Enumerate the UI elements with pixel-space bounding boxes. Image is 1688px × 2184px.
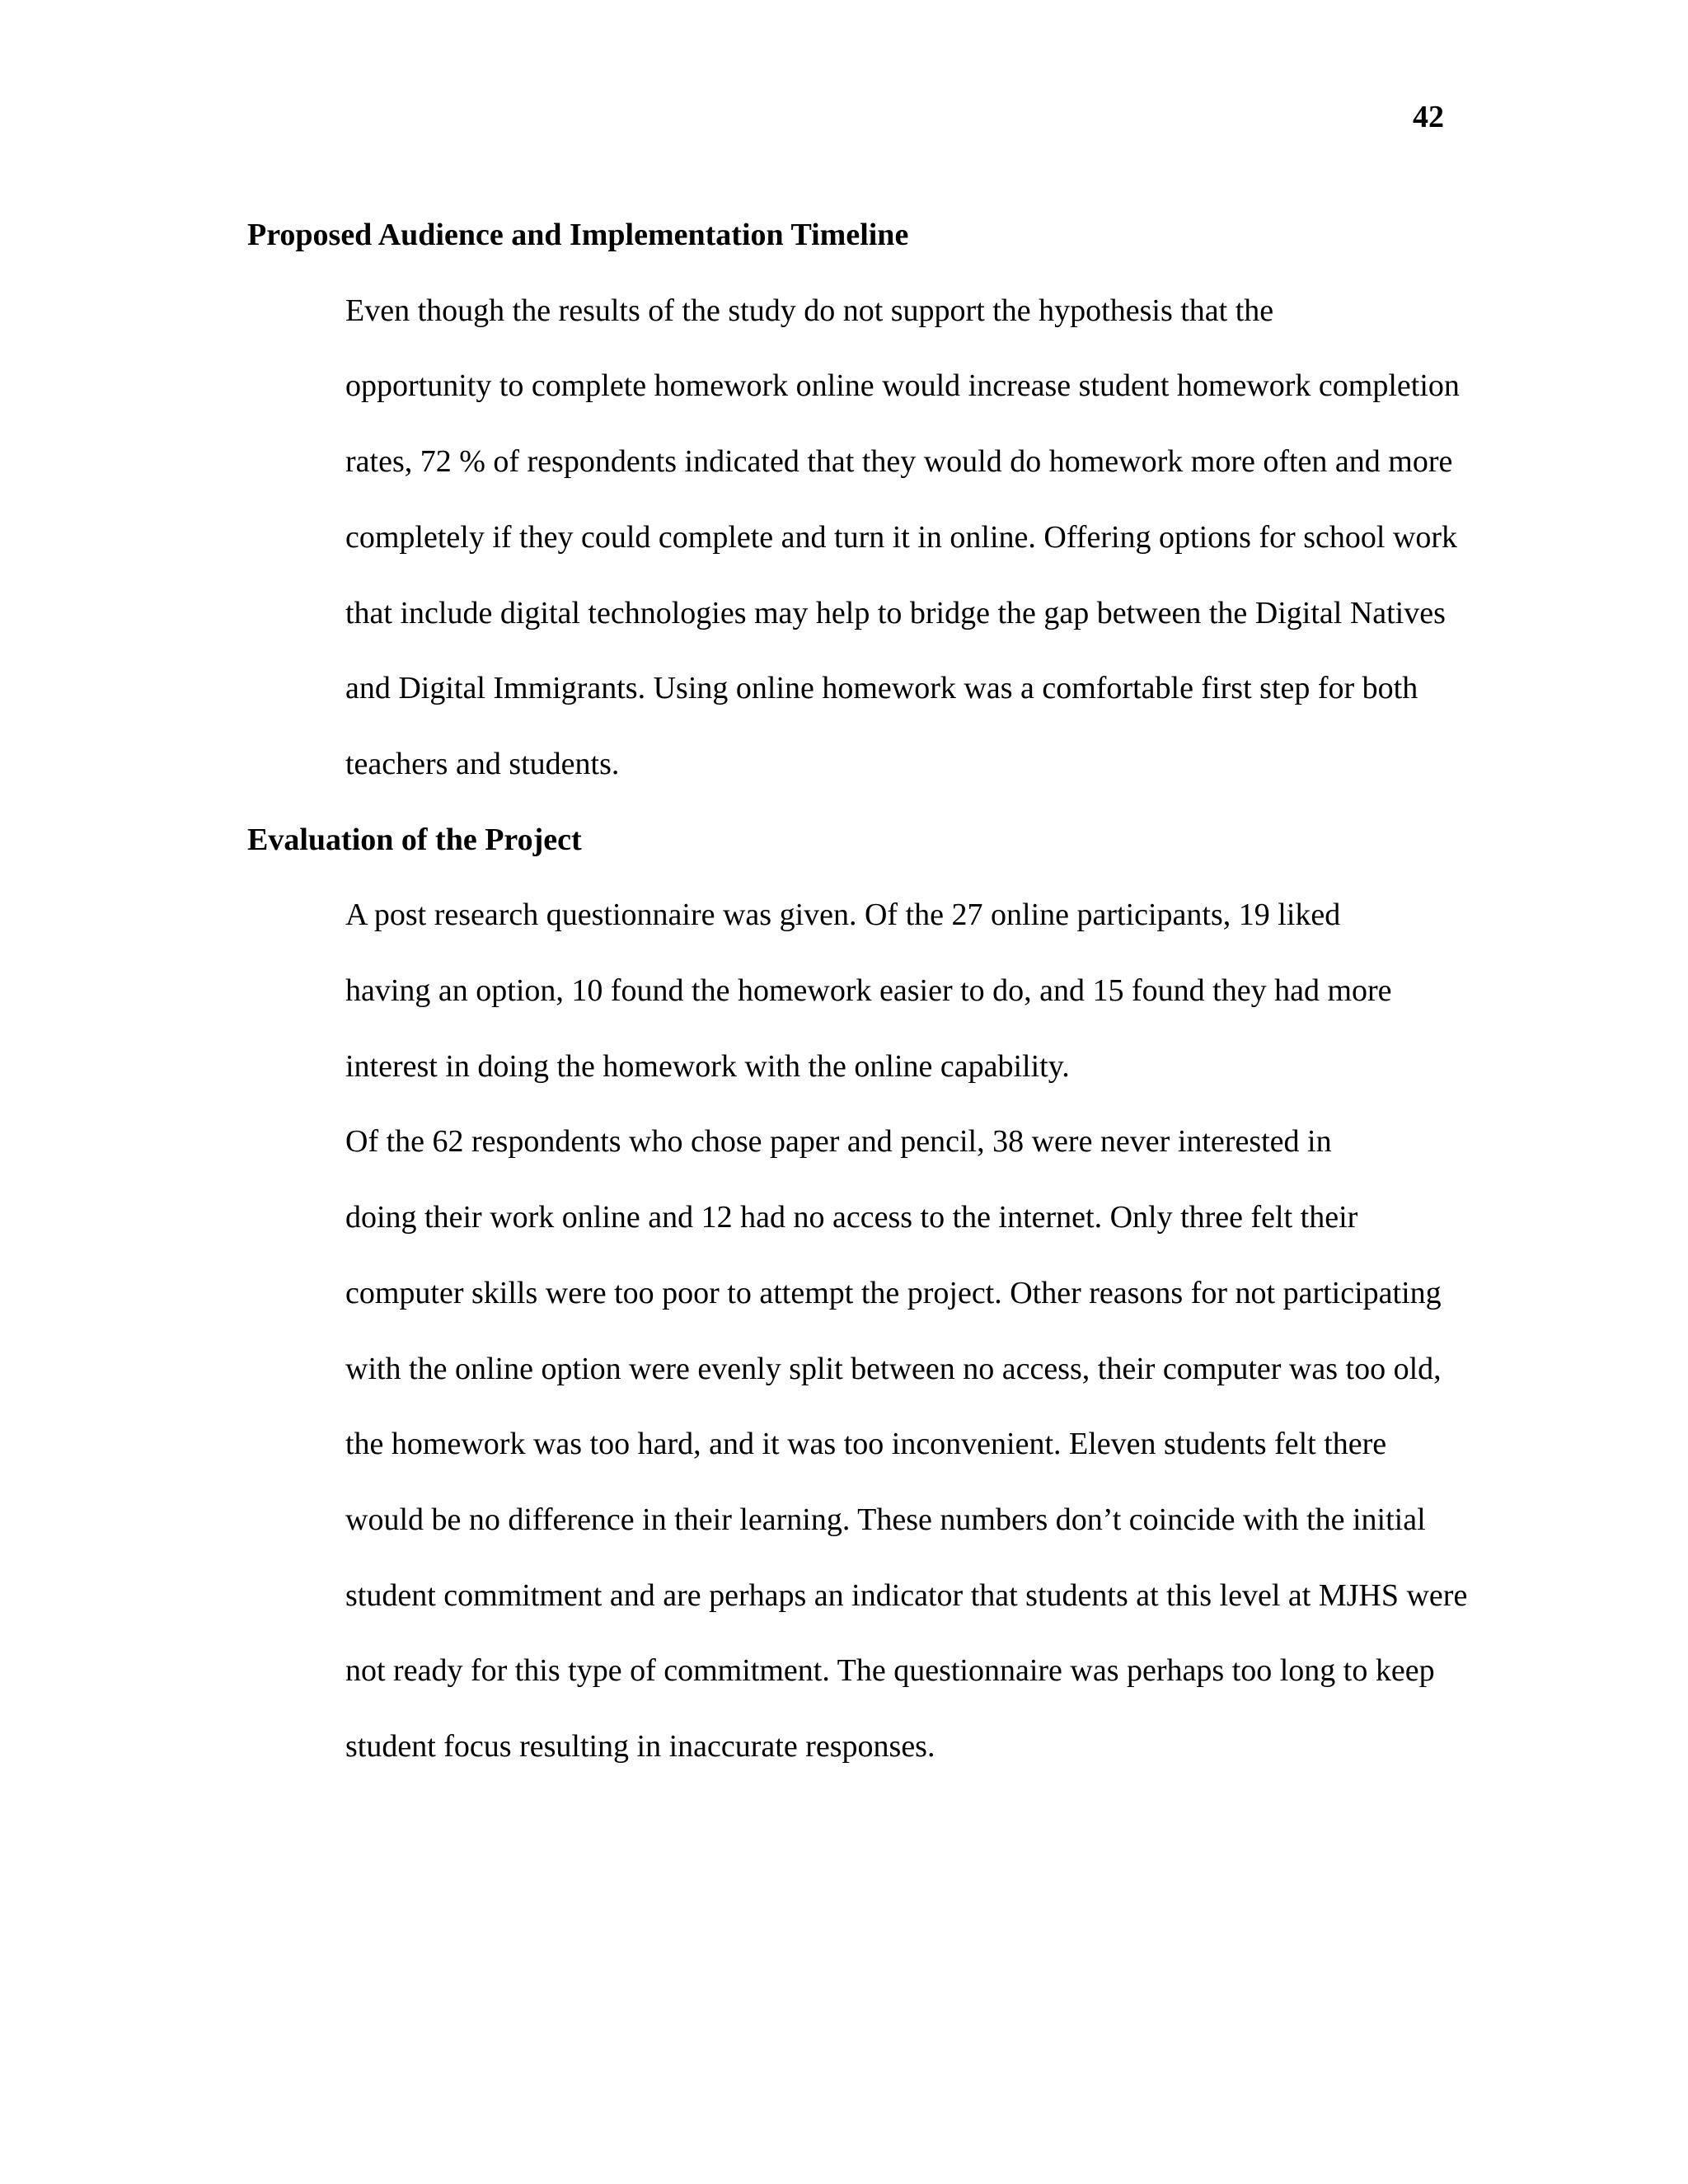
text-line: completely if they could complete and turn it in online. Offering options for school work (345, 519, 1458, 555)
text-line: that include digital technologies may help to bridge the gap between the Digital Natives (345, 595, 1446, 630)
text-line: student focus resulting in inaccurate responses. (345, 1729, 935, 1765)
document-body (247, 198, 1468, 1785)
text-line: the homework was too hard, and it was too inconvenient. Eleven students felt there (345, 1427, 1387, 1462)
section-heading-evaluation: Evaluation of the Project (247, 822, 582, 857)
section-heading-audience-timeline: Proposed Audience and Implementation Timeline (247, 218, 909, 252)
text-line: interest in doing the homework with the online capability. (345, 1048, 1070, 1084)
paragraph-paper-pencil-respondents (247, 1104, 1468, 1784)
paragraph-audience-timeline (247, 274, 1460, 803)
text-line: Even though the results of the study do not support the hypothesis that the (345, 293, 1274, 328)
paragraph-questionnaire (247, 878, 1437, 1104)
text-line: not ready for this type of commitment. The questionnaire was perhaps too long to keep (345, 1653, 1435, 1689)
page-number: 42 (1413, 100, 1444, 134)
text-line: with the online option were evenly split between no access, their computer was too old, (345, 1351, 1442, 1386)
text-line: rates, 72 % of respondents indicated that they would do homework more often and more (345, 444, 1453, 480)
text-line: having an option, 10 found the homework easier to do, and 15 found they had more (345, 973, 1392, 1009)
text-line: Of the 62 respondents who chose paper and pencil, 38 were never interested in (345, 1124, 1332, 1160)
text-line: and Digital Immigrants. Using online homework was a comfortable first step for both (345, 671, 1418, 706)
text-line: doing their work online and 12 had no access to the internet. Only three felt their (345, 1200, 1358, 1235)
text-line: would be no difference in their learning. These numbers don’t coincide with the initial (345, 1502, 1426, 1537)
text-line: opportunity to complete homework online would increase student homework completion (345, 368, 1460, 404)
text-line: teachers and students. (345, 746, 620, 781)
text-line: student commitment and are perhaps an indicator that students at this level at MJHS were (345, 1577, 1468, 1613)
text-line: A post research questionnaire was given. Of the 27 online participants, 19 liked (345, 898, 1341, 933)
text-line: computer skills were too poor to attempt the project. Other reasons for not participating (345, 1275, 1442, 1310)
